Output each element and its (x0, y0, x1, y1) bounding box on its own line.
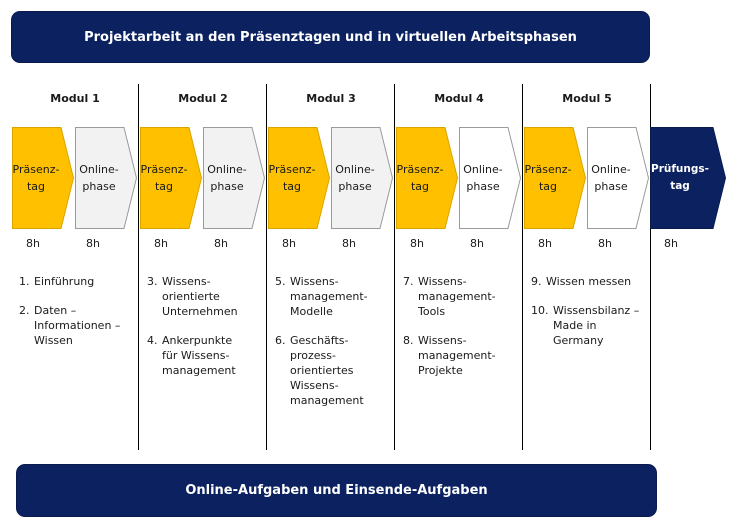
topic-number: 10. (531, 304, 549, 317)
exam-day-hours: 8h (664, 237, 678, 250)
module-1-topics (19, 274, 137, 362)
module-2-topics (147, 274, 265, 392)
module-5-online-hours: 8h (598, 237, 612, 250)
topic-item (19, 274, 137, 289)
topic-number: 7. (403, 275, 414, 288)
module-2-presence-chevron-label: Präsenz- tag (140, 163, 188, 193)
module-2-online-hours: 8h (214, 237, 228, 250)
topic-text: Einführung (34, 275, 95, 288)
module-3-online-hours: 8h (342, 237, 356, 250)
module-5-online-chevron (587, 127, 649, 229)
topic-item (531, 303, 649, 348)
topic-item (275, 274, 393, 319)
topic-item (275, 333, 393, 408)
module-3-online-chevron (331, 127, 393, 229)
module-3-online-chevron-label: Online- phase (335, 163, 375, 193)
topic-number: 8. (403, 334, 414, 347)
module-2-presence-hours: 8h (154, 237, 168, 250)
module-1-online-chevron (75, 127, 137, 229)
module-1-presence-hours: 8h (26, 237, 40, 250)
module-4-presence-chevron (396, 127, 458, 229)
topic-number: 6. (275, 334, 286, 347)
top-banner (12, 12, 649, 62)
module-1-label: Modul 1 (50, 92, 100, 105)
topic-item (147, 274, 265, 319)
topic-text: Wissen messen (546, 275, 632, 288)
top-banner-text: Projektarbeit an den Präsenztagen und in virtuellen Arbeitsphasen (84, 29, 577, 45)
topic-number: 3. (147, 275, 158, 288)
topic-item (403, 274, 521, 319)
module-2-online-chevron-label: Online- phase (207, 163, 247, 193)
topic-text: Wissens- management- Modelle (290, 275, 368, 318)
module-divider (266, 84, 267, 450)
topic-number: 9. (531, 275, 542, 288)
module-4-online-chevron-label: Online- phase (463, 163, 503, 193)
module-5-label: Modul 5 (562, 92, 612, 105)
module-1-presence-chevron (12, 127, 74, 229)
module-5-presence-chevron-label: Präsenz- tag (524, 163, 572, 193)
module-4-presence-hours: 8h (410, 237, 424, 250)
topic-item (531, 274, 649, 289)
module-1-presence-chevron-label: Präsenz- tag (12, 163, 60, 193)
topic-text: Wissensbilanz – Made in Germany (553, 304, 640, 347)
topic-text: Wissens- management- Projekte (418, 334, 496, 377)
module-1-online-chevron-label: Online- phase (79, 163, 119, 193)
topic-number: 4. (147, 334, 158, 347)
topic-number: 1. (19, 275, 30, 288)
module-4-presence-chevron-label: Präsenz- tag (396, 163, 444, 193)
module-5-topics (531, 274, 649, 362)
module-4-online-chevron (459, 127, 521, 229)
topic-text: Wissens- orientierte Unternehmen (162, 275, 238, 318)
module-4-label: Modul 4 (434, 92, 484, 105)
module-4-topics (403, 274, 521, 392)
module-2-label: Modul 2 (178, 92, 228, 105)
module-1-online-hours: 8h (86, 237, 100, 250)
module-divider (138, 84, 139, 450)
module-2-presence-chevron (140, 127, 202, 229)
module-3-topics (275, 274, 393, 422)
module-divider (522, 84, 523, 450)
module-3-label: Modul 3 (306, 92, 356, 105)
topic-number: 2. (19, 304, 30, 317)
topic-number: 5. (275, 275, 286, 288)
topic-text: Ankerpunkte für Wissens- management (162, 334, 236, 377)
topic-item (147, 333, 265, 378)
bottom-banner-text: Online-Aufgaben und Einsende-Aufgaben (185, 483, 488, 498)
topic-text: Daten – Informationen – Wissen (34, 304, 121, 347)
module-4-online-hours: 8h (470, 237, 484, 250)
bottom-banner (17, 465, 656, 516)
module-3-presence-hours: 8h (282, 237, 296, 250)
exam-day-chevron-label: Prüfungs- tag (651, 163, 709, 192)
topic-item (19, 303, 137, 348)
module-2-online-chevron (203, 127, 265, 229)
module-3-presence-chevron (268, 127, 330, 229)
exam-day-chevron (650, 127, 726, 229)
module-divider (394, 84, 395, 450)
topic-item (403, 333, 521, 378)
topic-text: Wissens- management- Tools (418, 275, 496, 318)
module-3-presence-chevron-label: Präsenz- tag (268, 163, 316, 193)
module-5-online-chevron-label: Online- phase (591, 163, 631, 193)
module-5-presence-chevron (524, 127, 586, 229)
topic-text: Geschäfts- prozess- orientiertes Wissens- management (290, 334, 364, 407)
module-5-presence-hours: 8h (538, 237, 552, 250)
